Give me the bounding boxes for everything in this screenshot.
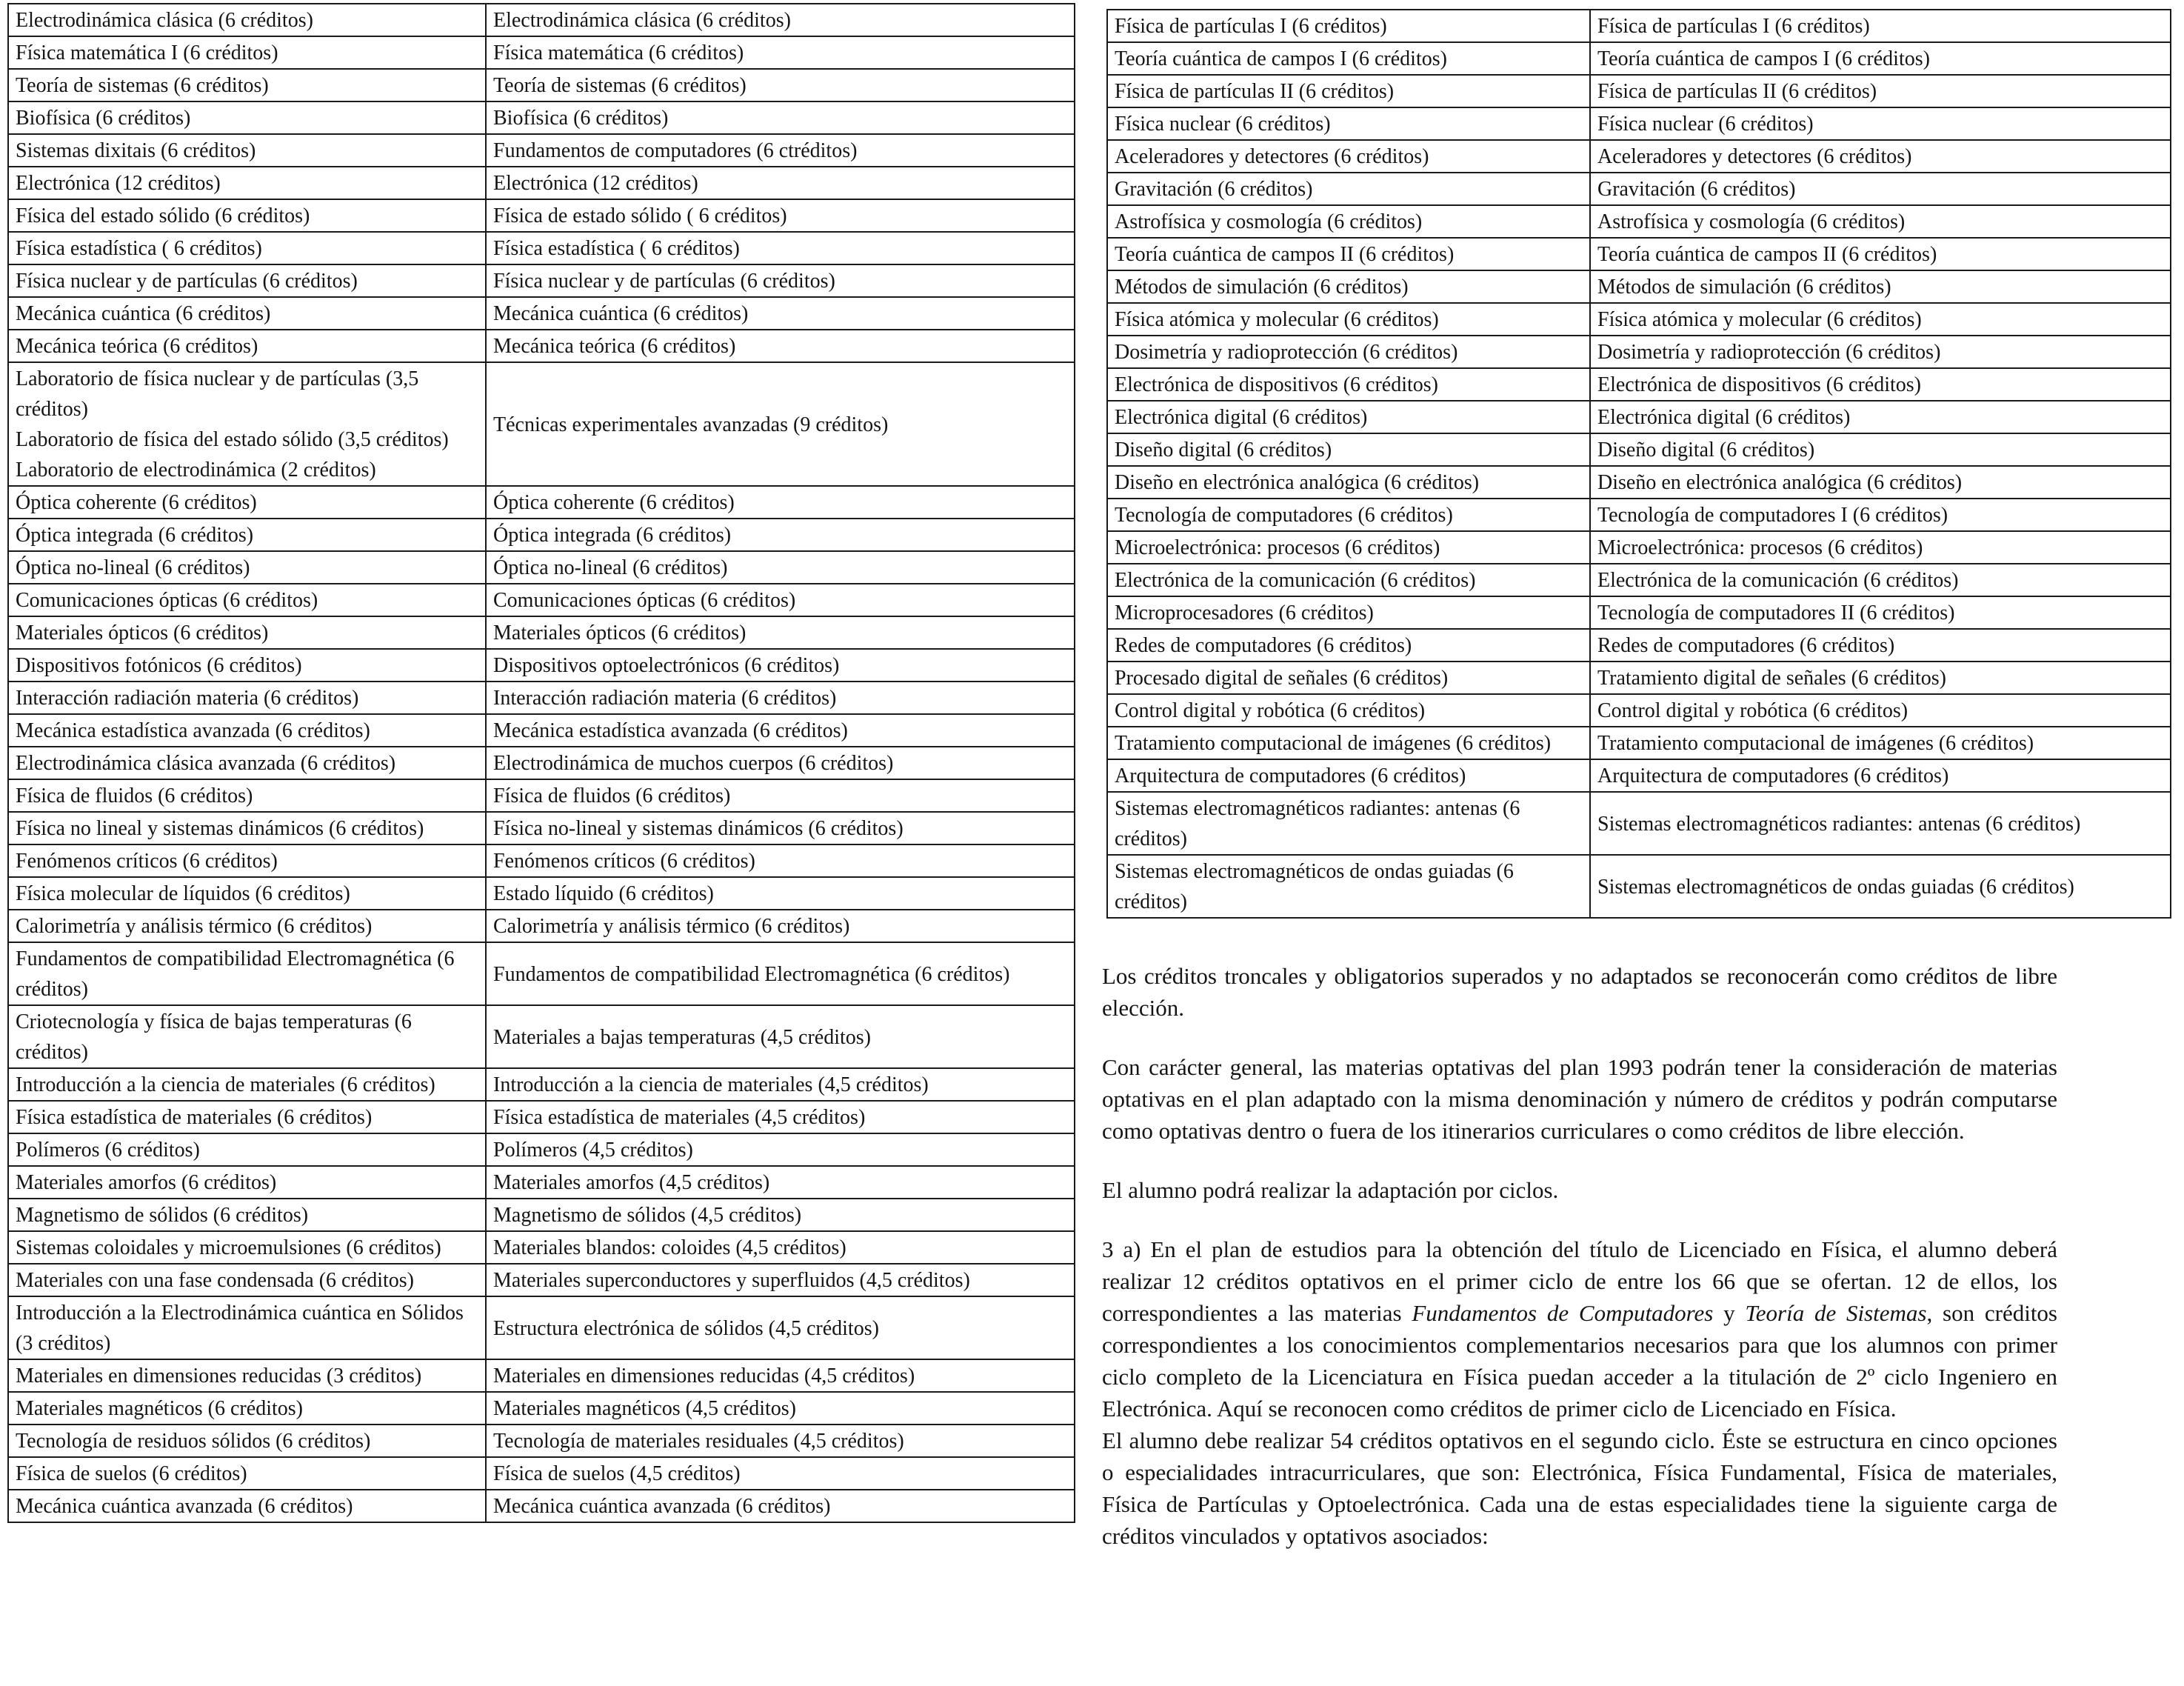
table-row (8, 199, 1075, 232)
plan-1993-subject-cell: Microelectrónica: procesos (6 créditos) (1107, 531, 1590, 564)
adapted-plan-subject-cell: Mecánica cuántica avanzada (6 créditos) (486, 1490, 1075, 1522)
table-row (8, 1005, 1075, 1068)
adapted-plan-subject-cell: Materiales magnéticos (4,5 créditos) (486, 1392, 1075, 1425)
plan-1993-subject-cell: Electrónica (12 créditos) (8, 167, 486, 199)
table-row (1107, 662, 2171, 694)
table-row (8, 812, 1075, 844)
table-row (8, 1296, 1075, 1359)
adapted-plan-subject-cell: Polímeros (4,5 créditos) (486, 1133, 1075, 1166)
plan-1993-subject-cell: Interacción radiación materia (6 créditos) (8, 682, 486, 714)
plan-1993-subject-cell: Electrónica digital (6 créditos) (1107, 401, 1590, 433)
table-row (8, 649, 1075, 682)
plan-1993-subject-cell: Física estadística ( 6 créditos) (8, 232, 486, 264)
plan-1993-subject-cell: Calorimetría y análisis térmico (6 créditos) (8, 910, 486, 942)
table-row (8, 616, 1075, 649)
table-row (8, 167, 1075, 199)
plan-1993-subject-cell: Física estadística de materiales (6 créditos) (8, 1101, 486, 1133)
right-table-body (1107, 10, 2171, 918)
adapted-plan-subject-cell: Electrónica (12 créditos) (486, 167, 1075, 199)
table-row (1107, 466, 2171, 499)
adapted-plan-subject-cell: Electrónica digital (6 créditos) (1590, 401, 2171, 433)
adapted-plan-subject-cell: Mecánica estadística avanzada (6 créditos) (486, 714, 1075, 747)
adapted-plan-subject-cell: Introducción a la ciencia de materiales (4,5 créditos) (486, 1068, 1075, 1101)
table-row (1107, 433, 2171, 466)
table-row (8, 264, 1075, 297)
adapted-plan-subject-cell: Teoría cuántica de campos I (6 créditos) (1590, 42, 2171, 75)
adapted-plan-subject-cell: Sistemas electromagnéticos de ondas guiadas (6 créditos) (1590, 855, 2171, 918)
table-row (8, 297, 1075, 330)
plan-1993-subject-cell: Física nuclear (6 créditos) (1107, 107, 1590, 140)
table-row (8, 330, 1075, 362)
adapted-plan-subject-cell: Materiales superconductores y superfluidos (4,5 créditos) (486, 1264, 1075, 1296)
table-row (8, 747, 1075, 779)
plan-1993-subject-cell: Teoría cuántica de campos II (6 créditos) (1107, 238, 1590, 270)
adapted-plan-subject-cell: Aceleradores y detectores (6 créditos) (1590, 140, 2171, 173)
table-row (1107, 759, 2171, 792)
adapted-plan-subject-cell: Mecánica teórica (6 créditos) (486, 330, 1075, 362)
plan-1993-subject-cell: Sistemas electromagnéticos de ondas guiadas (6 créditos) (1107, 855, 1590, 918)
adapted-plan-subject-cell: Óptica no-lineal (6 créditos) (486, 551, 1075, 584)
table-row (8, 1490, 1075, 1522)
table-row (1107, 499, 2171, 531)
plan-1993-subject-cell: Diseño digital (6 créditos) (1107, 433, 1590, 466)
plan-1993-subject-cell: Introducción a la Electrodinámica cuántica en Sólidos (3 créditos) (8, 1296, 486, 1359)
adapted-plan-subject-cell: Física no-lineal y sistemas dinámicos (6 créditos) (486, 812, 1075, 844)
left-equivalence-table (7, 3, 1075, 1523)
table-row (8, 877, 1075, 910)
plan-1993-subject-cell: Tecnología de computadores (6 créditos) (1107, 499, 1590, 531)
adapted-plan-subject-cell: Estructura electrónica de sólidos (4,5 créditos) (486, 1296, 1075, 1359)
plan-1993-subject-cell: Física de partículas II (6 créditos) (1107, 75, 1590, 107)
adapted-plan-subject-cell: Física de suelos (4,5 créditos) (486, 1457, 1075, 1490)
table-row (8, 519, 1075, 551)
table-row (8, 779, 1075, 812)
table-row (8, 134, 1075, 167)
adapted-plan-subject-cell: Electrónica de dispositivos (6 créditos) (1590, 368, 2171, 401)
paragraph-segundo-ciclo: El alumno debe realizar 54 créditos optativos en el segundo ciclo. Éste se estructura en cinco opciones o especialidades intracurriculares, que son: Electrónica, Física Fundamental, Física de materiales, Física de Partículas y Optoelectrónica. Cada una de estas especialidades tiene la siguiente carga de créditos vinculados y optativos asociados: (1102, 1427, 2057, 1549)
table-row (8, 232, 1075, 264)
plan-1993-subject-cell: Física de partículas I (6 créditos) (1107, 10, 1590, 42)
plan-1993-subject-cell: Electrónica de dispositivos (6 créditos) (1107, 368, 1590, 401)
adapted-plan-subject-cell: Técnicas experimentales avanzadas (9 créditos) (486, 362, 1075, 486)
adapted-plan-subject-cell: Fundamentos de computadores (6 ctréditos) (486, 134, 1075, 167)
plan-1993-subject-cell: Tecnología de residuos sólidos (6 créditos) (8, 1425, 486, 1457)
plan-1993-subject-cell: Teoría cuántica de campos I (6 créditos) (1107, 42, 1590, 75)
plan-1993-subject-cell: Comunicaciones ópticas (6 créditos) (8, 584, 486, 616)
adapted-plan-subject-cell: Teoría de sistemas (6 créditos) (486, 69, 1075, 101)
plan-1993-subject-cell: Criotecnología y física de bajas temperaturas (6 créditos) (8, 1005, 486, 1068)
table-row (1107, 531, 2171, 564)
table-row (1107, 270, 2171, 303)
table-row (8, 4, 1075, 36)
adapted-plan-subject-cell: Materiales a bajas temperaturas (4,5 créditos) (486, 1005, 1075, 1068)
adapted-plan-subject-cell: Física de estado sólido ( 6 créditos) (486, 199, 1075, 232)
paragraph-3a-mid: y (1713, 1300, 1746, 1326)
plan-1993-subject-cell: Óptica coherente (6 créditos) (8, 486, 486, 519)
plan-1993-subject-cell: Laboratorio de física nuclear y de partículas (3,5 créditos) Laboratorio de física del estado sólido (3,5 créditos) Laboratorio de electrodinámica (2 créditos) (8, 362, 486, 486)
plan-1993-subject-cell: Materiales en dimensiones reducidas (3 créditos) (8, 1359, 486, 1392)
table-row (8, 910, 1075, 942)
adapted-plan-subject-cell: Materiales en dimensiones reducidas (4,5 créditos) (486, 1359, 1075, 1392)
plan-1993-subject-cell: Materiales ópticos (6 créditos) (8, 616, 486, 649)
plan-1993-subject-cell: Arquitectura de computadores (6 créditos) (1107, 759, 1590, 792)
plan-1993-subject-cell: Electrónica de la comunicación (6 créditos) (1107, 564, 1590, 596)
plan-1993-subject-cell: Física no lineal y sistemas dinámicos (6 créditos) (8, 812, 486, 844)
plan-1993-subject-cell: Microprocesadores (6 créditos) (1107, 596, 1590, 629)
adapted-plan-subject-cell: Tecnología de computadores I (6 créditos) (1590, 499, 2171, 531)
plan-1993-subject-cell: Mecánica cuántica avanzada (6 créditos) (8, 1490, 486, 1522)
adapted-plan-subject-cell: Métodos de simulación (6 créditos) (1590, 270, 2171, 303)
adapted-plan-subject-cell: Arquitectura de computadores (6 créditos) (1590, 759, 2171, 792)
plan-1993-subject-cell: Sistemas electromagnéticos radiantes: antenas (6 créditos) (1107, 792, 1590, 855)
adapted-plan-subject-cell: Física atómica y molecular (6 créditos) (1590, 303, 2171, 336)
plan-1993-subject-cell: Aceleradores y detectores (6 créditos) (1107, 140, 1590, 173)
adapted-plan-subject-cell: Biofísica (6 créditos) (486, 101, 1075, 134)
table-row (8, 69, 1075, 101)
plan-1993-subject-cell: Física de fluidos (6 créditos) (8, 779, 486, 812)
adapted-plan-subject-cell: Física nuclear y de partículas (6 créditos) (486, 264, 1075, 297)
table-row (1107, 205, 2171, 238)
right-equivalence-table (1106, 9, 2171, 919)
plan-1993-subject-cell: Mecánica estadística avanzada (6 créditos) (8, 714, 486, 747)
adapted-plan-subject-cell: Estado líquido (6 créditos) (486, 877, 1075, 910)
paragraph-3a-end: , son créditos correspondientes a los conocimientos complementarios necesarios para que los alumnos con primer ciclo completo de la Licenciatura en Física puedan acceder a la titulación de 2º ciclo Ingeniero en Electrónica. Aquí se reconocen como créditos de primer ciclo de Licenciado en Física. (1102, 1300, 2057, 1422)
adapted-plan-subject-cell: Teoría cuántica de campos II (6 créditos) (1590, 238, 2171, 270)
adapted-plan-subject-cell: Fundamentos de compatibilidad Electromagnética (6 créditos) (486, 942, 1075, 1005)
plan-1993-subject-cell: Física nuclear y de partículas (6 créditos) (8, 264, 486, 297)
table-row (8, 584, 1075, 616)
table-row (8, 1264, 1075, 1296)
table-row (8, 1231, 1075, 1264)
plan-1993-subject-cell: Teoría de sistemas (6 créditos) (8, 69, 486, 101)
plan-1993-subject-cell: Magnetismo de sólidos (6 créditos) (8, 1199, 486, 1231)
table-row (1107, 564, 2171, 596)
adapted-plan-subject-cell: Electrodinámica clásica (6 créditos) (486, 4, 1075, 36)
adapted-plan-subject-cell: Tecnología de computadores II (6 créditos) (1590, 596, 2171, 629)
adapted-plan-subject-cell: Microelectrónica: procesos (6 créditos) (1590, 531, 2171, 564)
table-row (8, 1425, 1075, 1457)
table-row (1107, 336, 2171, 368)
plan-1993-subject-cell: Electrodinámica clásica (6 créditos) (8, 4, 486, 36)
subject-fundamentos: Fundamentos de Computadores (1412, 1300, 1714, 1326)
table-row (1107, 140, 2171, 173)
plan-1993-subject-cell: Física matemática I (6 créditos) (8, 36, 486, 69)
table-row (8, 101, 1075, 134)
adapted-plan-subject-cell: Óptica coherente (6 créditos) (486, 486, 1075, 519)
plan-1993-subject-cell: Sistemas coloidales y microemulsiones (6 créditos) (8, 1231, 486, 1264)
adapted-plan-subject-cell: Magnetismo de sólidos (4,5 créditos) (486, 1199, 1075, 1231)
plan-1993-subject-cell: Materiales magnéticos (6 créditos) (8, 1392, 486, 1425)
plan-1993-subject-cell: Física atómica y molecular (6 créditos) (1107, 303, 1590, 336)
plan-1993-subject-cell: Procesado digital de señales (6 créditos) (1107, 662, 1590, 694)
plan-1993-subject-cell: Mecánica teórica (6 créditos) (8, 330, 486, 362)
paragraph-3a (1102, 1233, 2057, 1425)
adapted-plan-subject-cell: Física de partículas II (6 créditos) (1590, 75, 2171, 107)
table-row (1107, 629, 2171, 662)
plan-1993-subject-cell: Astrofísica y cosmología (6 créditos) (1107, 205, 1590, 238)
table-row (1107, 42, 2171, 75)
adapted-plan-subject-cell: Física estadística de materiales (4,5 créditos) (486, 1101, 1075, 1133)
table-row (1107, 596, 2171, 629)
adapted-plan-subject-cell: Óptica integrada (6 créditos) (486, 519, 1075, 551)
adapted-plan-subject-cell: Tratamiento digital de señales (6 créditos) (1590, 662, 2171, 694)
adapted-plan-subject-cell: Diseño en electrónica analógica (6 créditos) (1590, 466, 2171, 499)
paragraph-optativas: Con carácter general, las materias optativas del plan 1993 podrán tener la consideración de materias optativas en el plan adaptado con la misma denominación y número de créditos y podrán computarse como optativas dentro o fuera de los itinerarios curriculares o como créditos de libre elección. (1102, 1054, 2057, 1144)
table-row (1107, 107, 2171, 140)
plan-1993-subject-cell: Electrodinámica clásica avanzada (6 créditos) (8, 747, 486, 779)
plan-1993-subject-cell: Métodos de simulación (6 créditos) (1107, 270, 1590, 303)
adapted-plan-subject-cell: Física nuclear (6 créditos) (1590, 107, 2171, 140)
paragraph-ciclos: El alumno podrá realizar la adaptación por ciclos. (1102, 1177, 1559, 1203)
adapted-plan-subject-cell: Diseño digital (6 créditos) (1590, 433, 2171, 466)
table-row (8, 1133, 1075, 1166)
table-row (8, 1199, 1075, 1231)
table-row (1107, 10, 2171, 42)
plan-1993-subject-cell: Materiales amorfos (6 créditos) (8, 1166, 486, 1199)
plan-1993-subject-cell: Redes de computadores (6 créditos) (1107, 629, 1590, 662)
adapted-plan-subject-cell: Astrofísica y cosmología (6 créditos) (1590, 205, 2171, 238)
plan-1993-subject-cell: Óptica integrada (6 créditos) (8, 519, 486, 551)
plan-1993-subject-cell: Sistemas dixitais (6 créditos) (8, 134, 486, 167)
table-row (1107, 173, 2171, 205)
table-row (1107, 401, 2171, 433)
table-row (1107, 303, 2171, 336)
adapted-plan-subject-cell: Física de fluidos (6 créditos) (486, 779, 1075, 812)
adapted-plan-subject-cell: Materiales ópticos (6 créditos) (486, 616, 1075, 649)
adapted-plan-subject-cell: Materiales amorfos (4,5 créditos) (486, 1166, 1075, 1199)
adapted-plan-subject-cell: Materiales blandos: coloides (4,5 créditos) (486, 1231, 1075, 1264)
plan-1993-subject-cell: Física de suelos (6 créditos) (8, 1457, 486, 1490)
adapted-plan-subject-cell: Redes de computadores (6 créditos) (1590, 629, 2171, 662)
adapted-plan-subject-cell: Mecánica cuántica (6 créditos) (486, 297, 1075, 330)
adapted-plan-subject-cell: Dosimetría y radioprotección (6 créditos) (1590, 336, 2171, 368)
table-row (8, 362, 1075, 486)
table-row (8, 36, 1075, 69)
table-row (8, 1392, 1075, 1425)
table-row (8, 1101, 1075, 1133)
plan-1993-subject-cell: Mecánica cuántica (6 créditos) (8, 297, 486, 330)
adapted-plan-subject-cell: Control digital y robótica (6 créditos) (1590, 694, 2171, 727)
plan-1993-subject-cell: Tratamiento computacional de imágenes (6 créditos) (1107, 727, 1590, 759)
body-text (1102, 960, 2057, 1552)
table-row (1107, 727, 2171, 759)
table-row (1107, 855, 2171, 918)
subject-teoria-sistemas: Teoría de Sistemas (1745, 1300, 1927, 1326)
adapted-plan-subject-cell: Interacción radiación materia (6 créditos) (486, 682, 1075, 714)
table-row (1107, 694, 2171, 727)
plan-1993-subject-cell: Dispositivos fotónicos (6 créditos) (8, 649, 486, 682)
table-row (8, 1068, 1075, 1101)
adapted-plan-subject-cell: Física estadística ( 6 créditos) (486, 232, 1075, 264)
paragraph-3a-start: 3 a) En el plan de estudios para la obtención del título de Licenciado en Física, el alumno deberá realizar 12 créditos optativos en el primer ciclo de entre los 66 que se ofertan. 12 de ellos, los correspondientes a las materias (1102, 1236, 2057, 1326)
table-row (1107, 368, 2171, 401)
plan-1993-subject-cell: Materiales con una fase condensada (6 créditos) (8, 1264, 486, 1296)
adapted-plan-subject-cell: Gravitación (6 créditos) (1590, 173, 2171, 205)
paragraph-libre-eleccion: Los créditos troncales y obligatorios superados y no adaptados se reconocerán como créditos de libre elección. (1102, 963, 2057, 1021)
table-row (8, 1166, 1075, 1199)
plan-1993-subject-cell: Física molecular de líquidos (6 créditos) (8, 877, 486, 910)
table-row (1107, 75, 2171, 107)
table-row (8, 844, 1075, 877)
adapted-plan-subject-cell: Tecnología de materiales residuales (4,5 créditos) (486, 1425, 1075, 1457)
plan-1993-subject-cell: Fenómenos críticos (6 créditos) (8, 844, 486, 877)
table-row (8, 942, 1075, 1005)
plan-1993-subject-cell: Polímeros (6 créditos) (8, 1133, 486, 1166)
table-row (8, 486, 1075, 519)
table-row (8, 682, 1075, 714)
adapted-plan-subject-cell: Calorimetría y análisis térmico (6 créditos) (486, 910, 1075, 942)
plan-1993-subject-cell: Introducción a la ciencia de materiales (6 créditos) (8, 1068, 486, 1101)
table-row (1107, 792, 2171, 855)
adapted-plan-subject-cell: Electrodinámica de muchos cuerpos (6 créditos) (486, 747, 1075, 779)
adapted-plan-subject-cell: Comunicaciones ópticas (6 créditos) (486, 584, 1075, 616)
table-row (8, 1359, 1075, 1392)
adapted-plan-subject-cell: Tratamiento computacional de imágenes (6 créditos) (1590, 727, 2171, 759)
table-row (8, 551, 1075, 584)
adapted-plan-subject-cell: Fenómenos críticos (6 créditos) (486, 844, 1075, 877)
table-row (1107, 238, 2171, 270)
adapted-plan-subject-cell: Física de partículas I (6 créditos) (1590, 10, 2171, 42)
plan-1993-subject-cell: Dosimetría y radioprotección (6 créditos) (1107, 336, 1590, 368)
plan-1993-subject-cell: Física del estado sólido (6 créditos) (8, 199, 486, 232)
plan-1993-subject-cell: Óptica no-lineal (6 créditos) (8, 551, 486, 584)
adapted-plan-subject-cell: Electrónica de la comunicación (6 créditos) (1590, 564, 2171, 596)
adapted-plan-subject-cell: Física matemática (6 créditos) (486, 36, 1075, 69)
plan-1993-subject-cell: Biofísica (6 créditos) (8, 101, 486, 134)
adapted-plan-subject-cell: Dispositivos optoelectrónicos (6 créditos) (486, 649, 1075, 682)
plan-1993-subject-cell: Control digital y robótica (6 créditos) (1107, 694, 1590, 727)
adapted-plan-subject-cell: Sistemas electromagnéticos radiantes: antenas (6 créditos) (1590, 792, 2171, 855)
table-row (8, 714, 1075, 747)
table-row (8, 1457, 1075, 1490)
plan-1993-subject-cell: Diseño en electrónica analógica (6 créditos) (1107, 466, 1590, 499)
plan-1993-subject-cell: Gravitación (6 créditos) (1107, 173, 1590, 205)
plan-1993-subject-cell: Fundamentos de compatibilidad Electromagnética (6 créditos) (8, 942, 486, 1005)
left-table-body (8, 4, 1075, 1522)
